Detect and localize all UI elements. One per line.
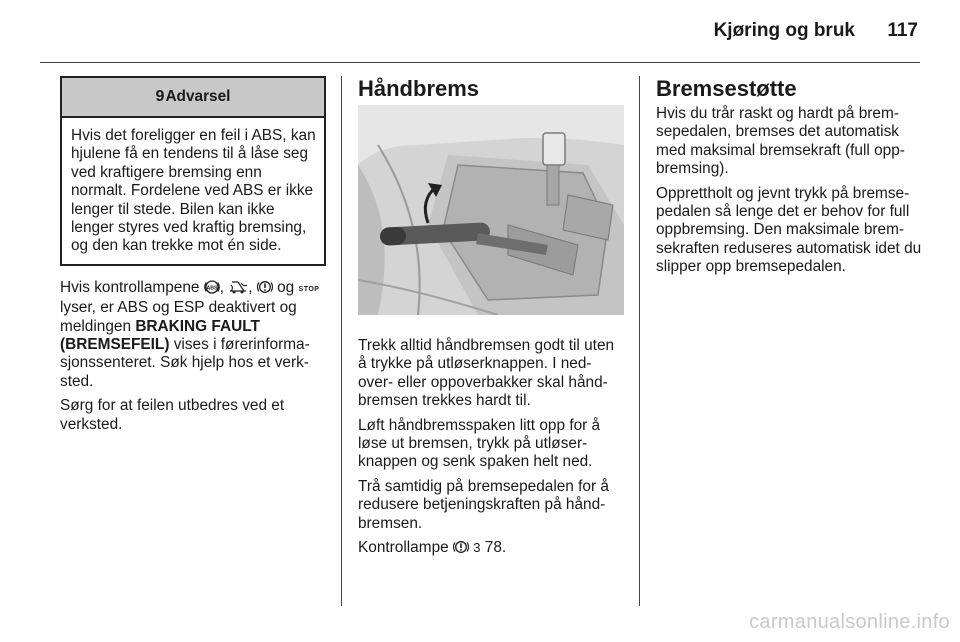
repair-paragraph: Sørg for at feilen utbedres ved et verksted. xyxy=(60,397,285,433)
warning-box xyxy=(60,76,326,266)
column-middle xyxy=(358,76,624,563)
warning-header xyxy=(62,78,324,118)
svg-text:ABS: ABS xyxy=(206,285,218,292)
column-right xyxy=(656,76,922,283)
brake-assist-paragraph-1: Hvis du trår raskt og hardt på brem-sepedalen, bremses det automatisk med maksimal bremsekraft (full opp-bremsing). xyxy=(656,105,905,178)
column-divider xyxy=(639,76,640,606)
handbrake-paragraph-1: Trekk alltid håndbremsen godt til uten å trykke på utløserknappen. I ned-over- eller oppoverbakker skal hånd-bremsen trekkes hardt til. xyxy=(358,337,615,410)
handbrake-paragraph-3: Trå samtidig på bremsepedalen for å redusere betjeningskraften på hånd-bremsen. xyxy=(358,477,609,532)
esp-off-icon xyxy=(228,279,248,295)
column-divider xyxy=(341,76,342,606)
running-header-title: Kjøring og bruk xyxy=(713,20,855,41)
header-rule xyxy=(40,62,920,63)
page-number: 117 xyxy=(887,20,918,41)
braking-fault-message: BRAKING FAULT (BREMSEFEIL) xyxy=(60,317,260,354)
warning-title: Advarsel xyxy=(165,87,231,105)
brake-assist-heading: Bremsestøtte xyxy=(656,76,797,101)
column-left xyxy=(60,76,326,440)
page-reference-link[interactable]: 78. xyxy=(484,539,507,557)
abs-warning-paragraph: Hvis kontrollampene ABS , , og STOP lyser, er ABS og ESP deaktivert og meldingen BRAKING FAULT (BREMSEFEIL) vises i førerinforma-sjonssenteret. Søk hjelp hos et verk-sted. xyxy=(60,278,320,390)
watermark: carmanualsonline.info xyxy=(749,611,950,633)
handbrake-paragraph-2: Løft håndbremsspaken litt opp for å løse ut bremsen, trykk på utløser-knappen og senk spaken helt ned. xyxy=(358,416,601,471)
warning-text: Hvis det foreligger en feil i ABS, kan hjulene få en tendens til å låse seg ved kraftigere bremsing enn normalt. Fordelene ved ABS er ikke lenger til stede. Bilen kan ikke lenger styres ved kraftig bremsing, og den kan trekke mot én side. xyxy=(71,127,316,255)
stop-icon: STOP xyxy=(298,285,320,293)
parking-brake-icon xyxy=(453,539,469,555)
handbrake-illustration xyxy=(358,105,624,315)
brake-warning-icon xyxy=(257,279,273,295)
page-reference-arrow-icon: 3 xyxy=(473,540,481,556)
warning-triangle-icon: 9 xyxy=(155,87,165,105)
handbrake-paragraph-4: Kontrollampe 3 78. xyxy=(358,539,507,557)
handbrake-heading: Håndbrems xyxy=(358,76,480,101)
abs-icon xyxy=(204,279,220,295)
brake-assist-paragraph-2: Opprettholt og jevnt trykk på bremse-pedalen så lenge det er behov for full oppbremsing. Den maksimale brem-sekraften reduseres automatisk idet du slipper opp bremsepedalen. xyxy=(656,184,922,276)
